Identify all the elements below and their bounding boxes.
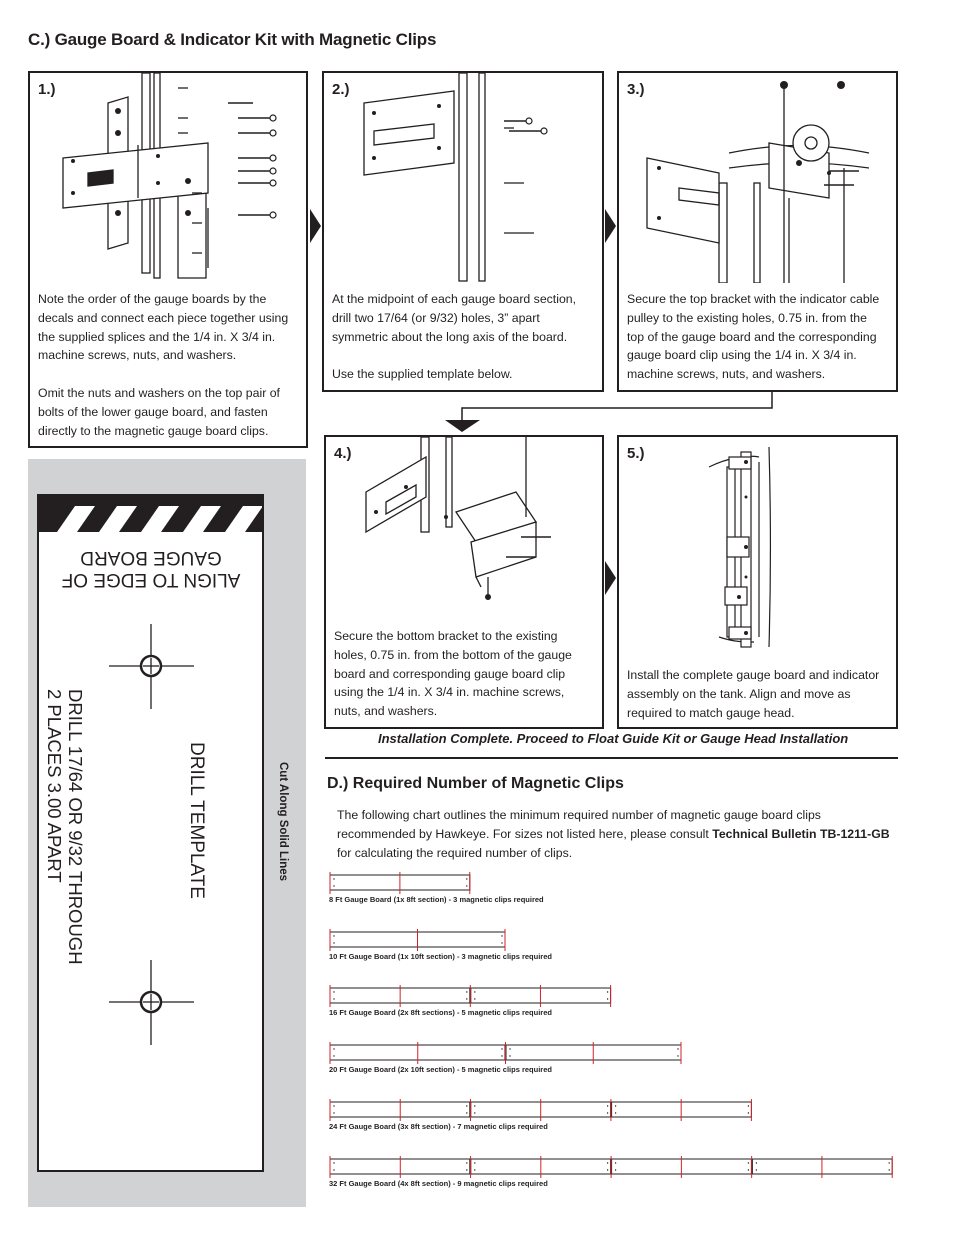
bolt-hole bbox=[607, 1112, 608, 1113]
step-4-illustration bbox=[346, 437, 586, 617]
step-4-paragraph: Secure the bottom bracket to the existing holes, 0.75 in. from the bottom of the gauge board and corresponding gauge board clip using the 1/4 in. X 3/4 in. machine screws, nuts, and washers. bbox=[334, 629, 572, 719]
bolt-hole bbox=[756, 1162, 757, 1163]
bolt-hole bbox=[615, 1162, 616, 1163]
step-3-illustration bbox=[629, 73, 889, 283]
bolt-hole bbox=[333, 1105, 334, 1106]
gauge-board-diagram bbox=[329, 1156, 897, 1178]
template-align-line: ALIGN TO EDGE OF bbox=[61, 569, 241, 590]
board-caption: 16 Ft Gauge Board (2x 8ft sections) - 5 magnetic clips required bbox=[329, 1008, 552, 1017]
bolt-hole bbox=[501, 942, 502, 943]
template-align-text bbox=[51, 546, 251, 590]
template-drill-text bbox=[42, 689, 86, 979]
board-caption: 8 Ft Gauge Board (1x 8ft section) - 3 magnetic clips required bbox=[329, 895, 544, 904]
gauge-board-diagram bbox=[329, 1099, 756, 1121]
bolt-hole bbox=[333, 998, 334, 999]
section-d-intro bbox=[337, 806, 897, 863]
step-arrow-icon bbox=[605, 561, 616, 595]
drill-template bbox=[37, 494, 264, 1172]
bulletin-reference: Technical Bulletin TB-1211-GB bbox=[712, 827, 890, 841]
bolt-hole bbox=[333, 885, 334, 886]
step-4-number: 4.) bbox=[334, 445, 352, 462]
step-5-illustration bbox=[699, 437, 819, 657]
step-1-paragraph: Note the order of the gauge boards by the decals and connect each piece together using the supplied splices and the 1/4 in. X 3/4 in. machine screws, nuts, and washers. bbox=[38, 292, 289, 363]
gauge-board-diagram bbox=[329, 1042, 685, 1064]
bolt-hole bbox=[501, 1048, 502, 1049]
bolt-hole bbox=[466, 991, 467, 992]
step-3-text bbox=[627, 290, 884, 403]
section-d-title: D.) Required Number of Magnetic Clips bbox=[327, 775, 624, 792]
bolt-hole bbox=[501, 935, 502, 936]
bolt-hole bbox=[677, 1055, 678, 1056]
bolt-hole bbox=[748, 1162, 749, 1163]
bolt-hole bbox=[501, 1055, 502, 1056]
board-caption: 24 Ft Gauge Board (3x 8ft section) - 7 magnetic clips required bbox=[329, 1122, 548, 1131]
bolt-hole bbox=[607, 1105, 608, 1106]
step-5-panel bbox=[617, 435, 898, 729]
bolt-hole bbox=[466, 1112, 467, 1113]
bolt-hole bbox=[677, 1048, 678, 1049]
bolt-hole bbox=[466, 1169, 467, 1170]
connector-arrow-icon bbox=[440, 390, 780, 435]
drill-hole-crosshair-icon bbox=[109, 960, 194, 1045]
step-3-paragraph: Secure the top bracket with the indicator cable pulley to the existing holes, 0.75 in. from the top of the gauge board and the corresponding gauge board clip using the 1/4 in. X 3/4 in. machine screws, nuts, and washers. bbox=[627, 292, 880, 382]
installation-complete-note: Installation Complete. Proceed to Float Guide Kit or Gauge Head Installation bbox=[378, 731, 849, 746]
step-5-paragraph: Install the complete gauge board and indicator assembly on the tank. Align and move as required to match gauge head. bbox=[627, 668, 880, 720]
bolt-hole bbox=[466, 885, 467, 886]
gauge-board-diagram bbox=[329, 985, 615, 1007]
bolt-hole bbox=[474, 998, 475, 999]
intro-text: for calculating the required number of clips. bbox=[337, 846, 573, 860]
step-1-paragraph: Omit the nuts and washers on the top pair of bolts of the lower gauge board, and fasten directly to the magnetic gauge board clips. bbox=[38, 385, 280, 438]
bolt-hole bbox=[474, 991, 475, 992]
template-title: DRILL TEMPLATE bbox=[186, 742, 207, 899]
hazard-stripes bbox=[39, 496, 264, 536]
bolt-hole bbox=[615, 1105, 616, 1106]
bolt-hole bbox=[509, 1048, 510, 1049]
board-caption: 10 Ft Gauge Board (1x 10ft section) - 3 magnetic clips required bbox=[329, 952, 552, 961]
board-caption: 20 Ft Gauge Board (2x 10ft section) - 5 magnetic clips required bbox=[329, 1065, 552, 1074]
bolt-hole bbox=[615, 1169, 616, 1170]
step-1-illustration bbox=[58, 73, 288, 283]
bolt-hole bbox=[889, 1162, 890, 1163]
step-1-number: 1.) bbox=[38, 81, 56, 98]
cut-along-note: Cut Along Solid Lines bbox=[277, 762, 289, 882]
step-2-text bbox=[332, 290, 590, 403]
step-2-paragraph: Use the supplied template below. bbox=[332, 367, 513, 382]
bolt-hole bbox=[509, 1055, 510, 1056]
bolt-hole bbox=[333, 991, 334, 992]
bolt-hole bbox=[748, 1169, 749, 1170]
step-5-text bbox=[627, 666, 884, 741]
section-c-title: C.) Gauge Board & Indicator Kit with Magnetic Clips bbox=[28, 30, 437, 49]
bolt-hole bbox=[333, 942, 334, 943]
bolt-hole bbox=[333, 1055, 334, 1056]
step-4-text bbox=[334, 627, 590, 740]
gauge-board-diagram bbox=[329, 872, 474, 894]
step-1-text bbox=[38, 290, 294, 459]
bolt-hole bbox=[607, 1162, 608, 1163]
intro-text: The following chart outlines the minimum required number of magnetic gauge board clips recommended by Hawkeye. For sizes not listed here, please consult bbox=[337, 808, 821, 841]
bolt-hole bbox=[333, 1048, 334, 1049]
bolt-hole bbox=[474, 1112, 475, 1113]
bolt-hole bbox=[466, 1162, 467, 1163]
step-arrow-icon bbox=[605, 209, 616, 243]
bolt-hole bbox=[333, 1162, 334, 1163]
bolt-hole bbox=[466, 1105, 467, 1106]
gauge-board-diagram bbox=[329, 929, 509, 951]
drill-hole-crosshair-icon bbox=[109, 624, 194, 709]
bolt-hole bbox=[333, 1112, 334, 1113]
bolt-hole bbox=[607, 1169, 608, 1170]
bolt-hole bbox=[889, 1169, 890, 1170]
board-caption: 32 Ft Gauge Board (4x 8ft section) - 9 magnetic clips required bbox=[329, 1179, 548, 1188]
bolt-hole bbox=[333, 935, 334, 936]
bolt-hole bbox=[333, 878, 334, 879]
step-3-panel bbox=[617, 71, 898, 392]
bolt-hole bbox=[615, 1112, 616, 1113]
step-2-number: 2.) bbox=[332, 81, 350, 98]
step-2-illustration bbox=[344, 73, 584, 283]
bolt-hole bbox=[333, 1169, 334, 1170]
step-3-number: 3.) bbox=[627, 81, 645, 98]
bolt-hole bbox=[748, 1112, 749, 1113]
divider bbox=[325, 757, 898, 759]
step-5-number: 5.) bbox=[627, 445, 645, 462]
bolt-hole bbox=[466, 998, 467, 999]
template-align-line: GAUGE BOARD bbox=[80, 547, 222, 568]
template-drill-line: 2 PLACES 3.00 APART bbox=[44, 689, 65, 883]
bolt-hole bbox=[466, 878, 467, 879]
step-4-panel bbox=[324, 435, 604, 729]
bolt-hole bbox=[474, 1162, 475, 1163]
bolt-hole bbox=[748, 1105, 749, 1106]
step-2-panel bbox=[322, 71, 604, 392]
step-1-panel bbox=[28, 71, 308, 448]
bolt-hole bbox=[607, 991, 608, 992]
bolt-hole bbox=[474, 1169, 475, 1170]
step-2-paragraph: At the midpoint of each gauge board section, drill two 17/64 (or 9/32) holes, 3” apart symmetric about the long axis of the board. bbox=[332, 292, 577, 344]
step-arrow-icon bbox=[310, 209, 321, 243]
bolt-hole bbox=[474, 1105, 475, 1106]
bolt-hole bbox=[607, 998, 608, 999]
template-drill-line: DRILL 17/64 OR 9/32 THROUGH bbox=[65, 689, 86, 965]
bolt-hole bbox=[756, 1169, 757, 1170]
